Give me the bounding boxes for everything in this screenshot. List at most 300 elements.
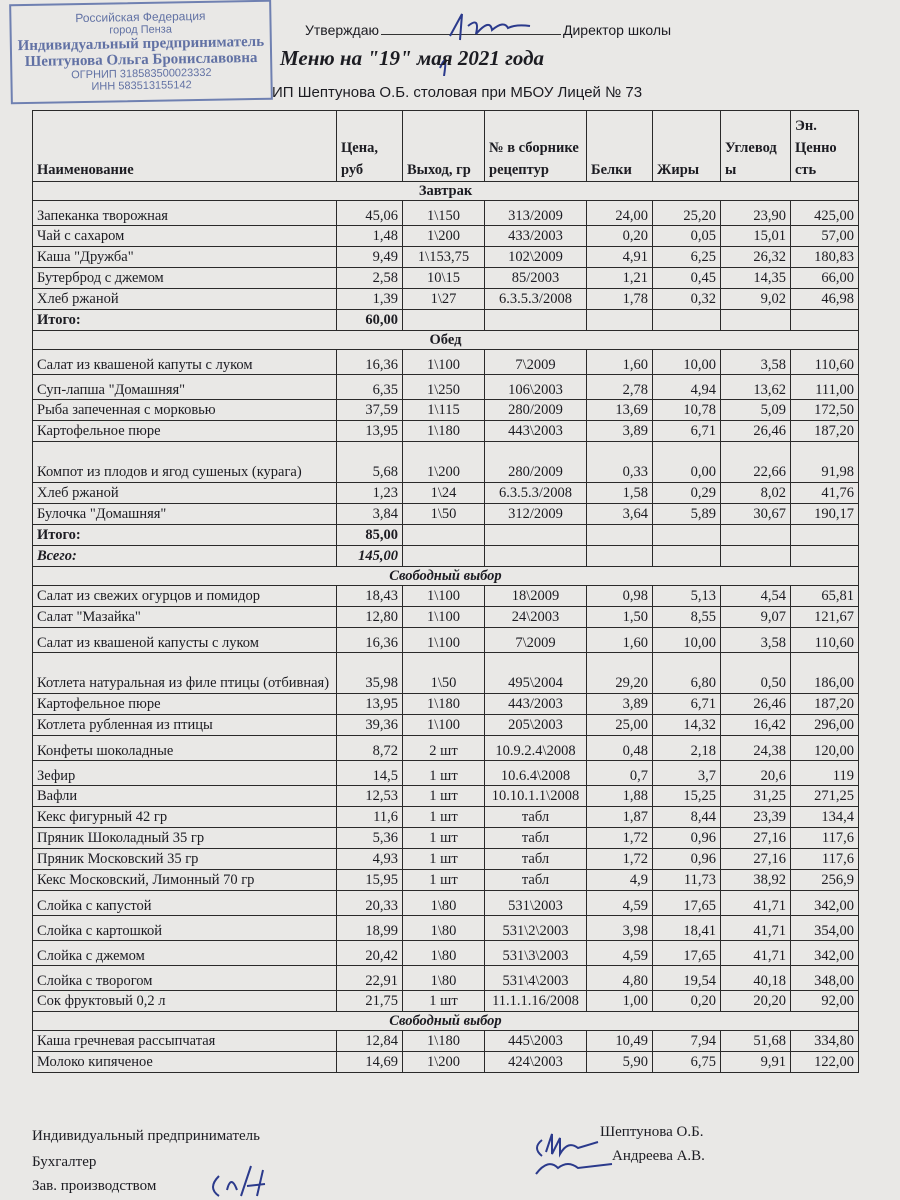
company-stamp bbox=[9, 0, 273, 104]
cell: 1,39 bbox=[337, 289, 403, 310]
cell: 2,58 bbox=[337, 268, 403, 289]
stamp-line: ОГРНИП 318583500023332 bbox=[71, 66, 212, 82]
cell: 16,36 bbox=[337, 628, 403, 653]
cell: 65,81 bbox=[791, 586, 859, 607]
dish-name: Котлета рубленная из птицы bbox=[33, 715, 337, 736]
cell: 172,50 bbox=[791, 400, 859, 421]
cell: 17,65 bbox=[653, 891, 721, 916]
table-row bbox=[33, 891, 859, 916]
dish-name: Слойка с джемом bbox=[33, 941, 337, 966]
cell: 180,83 bbox=[791, 247, 859, 268]
table-row bbox=[33, 350, 859, 375]
cell: 10.6.4\2008 bbox=[485, 761, 587, 786]
page-subtitle: ИП Шептунова О.Б. столовая при МБОУ Лицей № 73 bbox=[272, 84, 643, 101]
total-row bbox=[33, 546, 859, 567]
cell: 22,66 bbox=[721, 442, 791, 483]
cell: 1\80 bbox=[403, 966, 485, 991]
cell: 1,58 bbox=[587, 483, 653, 504]
cell: табл bbox=[485, 807, 587, 828]
cell: 24\2003 bbox=[485, 607, 587, 628]
table-row bbox=[33, 442, 859, 483]
section-title: Свободный выбор bbox=[33, 1012, 859, 1031]
total-value: 60,00 bbox=[337, 310, 403, 331]
dish-name: Булочка "Домашняя" bbox=[33, 504, 337, 525]
stamp-line: Российская Федерация bbox=[75, 8, 206, 26]
table-row bbox=[33, 870, 859, 891]
cell: 1,78 bbox=[587, 289, 653, 310]
cell: 18,43 bbox=[337, 586, 403, 607]
table-row bbox=[33, 694, 859, 715]
cell: 20,20 bbox=[721, 991, 791, 1012]
dish-name: Пряник Шоколадный 35 гр bbox=[33, 828, 337, 849]
cell: 10,49 bbox=[587, 1031, 653, 1052]
cell: 22,91 bbox=[337, 966, 403, 991]
dish-name: Конфеты шоколадные bbox=[33, 736, 337, 761]
cell: 16,36 bbox=[337, 350, 403, 375]
cell: 0,32 bbox=[653, 289, 721, 310]
stamp-line: город Пенза bbox=[109, 23, 173, 37]
cell: 280/2009 bbox=[485, 442, 587, 483]
cell: 23,90 bbox=[721, 201, 791, 226]
approve-label: Утверждаю bbox=[305, 22, 379, 38]
cell: 20,33 bbox=[337, 891, 403, 916]
cell: 102\2009 bbox=[485, 247, 587, 268]
table-row bbox=[33, 966, 859, 991]
cell: 15,95 bbox=[337, 870, 403, 891]
cell: 38,92 bbox=[721, 870, 791, 891]
table-row bbox=[33, 421, 859, 442]
cell: 41,71 bbox=[721, 916, 791, 941]
cell: 1 шт bbox=[403, 807, 485, 828]
cell: 1,72 bbox=[587, 849, 653, 870]
cell: 8,02 bbox=[721, 483, 791, 504]
table-row bbox=[33, 226, 859, 247]
dish-name: Хлеб ржаной bbox=[33, 289, 337, 310]
cell: 5,13 bbox=[653, 586, 721, 607]
cell: 14,32 bbox=[653, 715, 721, 736]
cell: 1 шт bbox=[403, 786, 485, 807]
cell: 1\100 bbox=[403, 350, 485, 375]
empty-cell bbox=[653, 525, 721, 546]
cell: 5,89 bbox=[653, 504, 721, 525]
dish-name: Каша "Дружба" bbox=[33, 247, 337, 268]
cell: 12,53 bbox=[337, 786, 403, 807]
cell: 18,41 bbox=[653, 916, 721, 941]
cell: 4,94 bbox=[653, 375, 721, 400]
cell: 1,50 bbox=[587, 607, 653, 628]
cell: 120,00 bbox=[791, 736, 859, 761]
col-header: Выход, гр bbox=[403, 111, 485, 182]
total-value: 85,00 bbox=[337, 525, 403, 546]
cell: 10.10.1.1\2008 bbox=[485, 786, 587, 807]
cell: 8,55 bbox=[653, 607, 721, 628]
cell: 531\2\2003 bbox=[485, 916, 587, 941]
cell: 17,65 bbox=[653, 941, 721, 966]
cell: 4,59 bbox=[587, 941, 653, 966]
cell: 4,93 bbox=[337, 849, 403, 870]
cell: 85/2003 bbox=[485, 268, 587, 289]
cell: 37,59 bbox=[337, 400, 403, 421]
cell: 1,88 bbox=[587, 786, 653, 807]
cell: 18,99 bbox=[337, 916, 403, 941]
cell: 313/2009 bbox=[485, 201, 587, 226]
table-header-row bbox=[33, 111, 859, 182]
table-row bbox=[33, 375, 859, 400]
cell: 111,00 bbox=[791, 375, 859, 400]
dish-name: Кекс Московский, Лимонный 70 гр bbox=[33, 870, 337, 891]
cell: 6,71 bbox=[653, 694, 721, 715]
cell: 433/2003 bbox=[485, 226, 587, 247]
cell: 187,20 bbox=[791, 694, 859, 715]
cell: табл bbox=[485, 828, 587, 849]
cell: 26,32 bbox=[721, 247, 791, 268]
cell: 41,71 bbox=[721, 941, 791, 966]
table-row bbox=[33, 736, 859, 761]
cell: 0,05 bbox=[653, 226, 721, 247]
cell: 9,49 bbox=[337, 247, 403, 268]
cell: 4,59 bbox=[587, 891, 653, 916]
cell: 1\153,75 bbox=[403, 247, 485, 268]
dish-name: Суп-лапша "Домашняя" bbox=[33, 375, 337, 400]
cell: 3,64 bbox=[587, 504, 653, 525]
dish-name: Слойка с творогом bbox=[33, 966, 337, 991]
cell: 25,00 bbox=[587, 715, 653, 736]
table-row bbox=[33, 483, 859, 504]
cell: 342,00 bbox=[791, 891, 859, 916]
table-row bbox=[33, 1052, 859, 1073]
cell: 531\2003 bbox=[485, 891, 587, 916]
dish-name: Салат из квашеной капусты с луком bbox=[33, 628, 337, 653]
cell: 13,95 bbox=[337, 694, 403, 715]
cell: 424\2003 bbox=[485, 1052, 587, 1073]
cell: 66,00 bbox=[791, 268, 859, 289]
signature bbox=[205, 1160, 285, 1200]
col-header: Углевод ы bbox=[721, 111, 791, 182]
total-row bbox=[33, 525, 859, 546]
cell: 35,98 bbox=[337, 653, 403, 694]
cell: 271,25 bbox=[791, 786, 859, 807]
cell: 6,71 bbox=[653, 421, 721, 442]
dish-name: Вафли bbox=[33, 786, 337, 807]
cell: 134,4 bbox=[791, 807, 859, 828]
cell: 495\2004 bbox=[485, 653, 587, 694]
dish-name: Котлета натуральная из филе птицы (отбивная) bbox=[33, 653, 337, 694]
cell: 443\2003 bbox=[485, 421, 587, 442]
dish-name: Картофельное пюре bbox=[33, 421, 337, 442]
cell: 24,38 bbox=[721, 736, 791, 761]
cell: 10\15 bbox=[403, 268, 485, 289]
table-row bbox=[33, 268, 859, 289]
section-title: Свободный выбор bbox=[33, 567, 859, 586]
cell: 0,20 bbox=[653, 991, 721, 1012]
cell: 1\180 bbox=[403, 421, 485, 442]
cell: 205\2003 bbox=[485, 715, 587, 736]
cell: 2,78 bbox=[587, 375, 653, 400]
cell: 4,80 bbox=[587, 966, 653, 991]
cell: 425,00 bbox=[791, 201, 859, 226]
cell: 187,20 bbox=[791, 421, 859, 442]
col-header: Белки bbox=[587, 111, 653, 182]
cell: 1,48 bbox=[337, 226, 403, 247]
cell: 6,75 bbox=[653, 1052, 721, 1073]
cell: 0,96 bbox=[653, 828, 721, 849]
cell: 45,06 bbox=[337, 201, 403, 226]
cell: 110,60 bbox=[791, 628, 859, 653]
stamp-line: Шептунова Ольга Брониславовна bbox=[24, 49, 258, 71]
empty-cell bbox=[653, 310, 721, 331]
table-row bbox=[33, 628, 859, 653]
table-row bbox=[33, 201, 859, 226]
cell: 1,23 bbox=[337, 483, 403, 504]
table-row bbox=[33, 607, 859, 628]
cell: 2,18 bbox=[653, 736, 721, 761]
cell: 0,50 bbox=[721, 653, 791, 694]
cell: 20,42 bbox=[337, 941, 403, 966]
cell: 6.3.5.3/2008 bbox=[485, 483, 587, 504]
cell: 6,35 bbox=[337, 375, 403, 400]
section-title: Завтрак bbox=[33, 182, 859, 201]
cell: 9,02 bbox=[721, 289, 791, 310]
cell: 296,00 bbox=[791, 715, 859, 736]
dish-name: Зефир bbox=[33, 761, 337, 786]
cell: 1\80 bbox=[403, 941, 485, 966]
cell: 5,68 bbox=[337, 442, 403, 483]
cell: 14,35 bbox=[721, 268, 791, 289]
dish-name: Запеканка творожная bbox=[33, 201, 337, 226]
cell: 23,39 bbox=[721, 807, 791, 828]
cell: 11,6 bbox=[337, 807, 403, 828]
cell: 91,98 bbox=[791, 442, 859, 483]
table-row bbox=[33, 941, 859, 966]
total-label: Итого: bbox=[33, 310, 337, 331]
cell: 1\250 bbox=[403, 375, 485, 400]
total-label: Всего: bbox=[33, 546, 337, 567]
table-row bbox=[33, 400, 859, 421]
cell: 443/2003 bbox=[485, 694, 587, 715]
cell: 1\115 bbox=[403, 400, 485, 421]
cell: 25,20 bbox=[653, 201, 721, 226]
cell: 15,01 bbox=[721, 226, 791, 247]
dish-name: Салат из квашеной капуты с луком bbox=[33, 350, 337, 375]
cell: 0,48 bbox=[587, 736, 653, 761]
cell: 27,16 bbox=[721, 849, 791, 870]
dish-name: Рыба запеченная с морковью bbox=[33, 400, 337, 421]
cell: 24,00 bbox=[587, 201, 653, 226]
empty-cell bbox=[721, 546, 791, 567]
cell: 16,42 bbox=[721, 715, 791, 736]
dish-name: Хлеб ржаной bbox=[33, 483, 337, 504]
cell: 531\3\2003 bbox=[485, 941, 587, 966]
cell: 3,84 bbox=[337, 504, 403, 525]
cell: 10,00 bbox=[653, 628, 721, 653]
col-header: Эн. Ценно сть bbox=[791, 111, 859, 182]
col-header: Цена, руб bbox=[337, 111, 403, 182]
table-row bbox=[33, 1031, 859, 1052]
table-row bbox=[33, 715, 859, 736]
cell: 0,45 bbox=[653, 268, 721, 289]
cell: 0,7 bbox=[587, 761, 653, 786]
dish-name: Салат из свежих огурцов и помидор bbox=[33, 586, 337, 607]
cell: 354,00 bbox=[791, 916, 859, 941]
cell: 1\180 bbox=[403, 694, 485, 715]
cell: 1\24 bbox=[403, 483, 485, 504]
cell: 1\80 bbox=[403, 891, 485, 916]
footer-role: Индивидуальный предприниматель bbox=[32, 1128, 260, 1144]
cell: 1,60 bbox=[587, 350, 653, 375]
cell: 5,36 bbox=[337, 828, 403, 849]
cell: 51,68 bbox=[721, 1031, 791, 1052]
cell: 117,6 bbox=[791, 828, 859, 849]
cell: 280/2009 bbox=[485, 400, 587, 421]
total-value: 145,00 bbox=[337, 546, 403, 567]
cell: 3,98 bbox=[587, 916, 653, 941]
section-title: Обед bbox=[33, 331, 859, 350]
dish-name: Сок фруктовый 0,2 л bbox=[33, 991, 337, 1012]
empty-cell bbox=[721, 525, 791, 546]
signature bbox=[528, 1118, 618, 1178]
cell: 7\2009 bbox=[485, 350, 587, 375]
dish-name: Бутерброд с джемом bbox=[33, 268, 337, 289]
cell: 3,58 bbox=[721, 350, 791, 375]
cell: 1 шт bbox=[403, 849, 485, 870]
cell: 1\80 bbox=[403, 916, 485, 941]
empty-cell bbox=[403, 310, 485, 331]
cell: 41,76 bbox=[791, 483, 859, 504]
cell: 2 шт bbox=[403, 736, 485, 761]
cell: 1,60 bbox=[587, 628, 653, 653]
cell: 1\100 bbox=[403, 586, 485, 607]
cell: 5,90 bbox=[587, 1052, 653, 1073]
cell: табл bbox=[485, 870, 587, 891]
empty-cell bbox=[653, 546, 721, 567]
empty-cell bbox=[721, 310, 791, 331]
cell: 18\2009 bbox=[485, 586, 587, 607]
cell: 1 шт bbox=[403, 761, 485, 786]
dish-name: Компот из плодов и ягод сушеных (курага) bbox=[33, 442, 337, 483]
cell: 46,98 bbox=[791, 289, 859, 310]
cell: 1\27 bbox=[403, 289, 485, 310]
dish-name: Слойка с капустой bbox=[33, 891, 337, 916]
cell: 39,36 bbox=[337, 715, 403, 736]
cell: 1 шт bbox=[403, 991, 485, 1012]
table-row bbox=[33, 586, 859, 607]
cell: 531\4\2003 bbox=[485, 966, 587, 991]
cell: 190,17 bbox=[791, 504, 859, 525]
empty-cell bbox=[791, 546, 859, 567]
cell: 9,07 bbox=[721, 607, 791, 628]
cell: 12,80 bbox=[337, 607, 403, 628]
page-title: Меню на "19" мая 2021 года bbox=[280, 46, 545, 70]
section-row bbox=[33, 1012, 859, 1031]
cell: 10,78 bbox=[653, 400, 721, 421]
dish-name: Чай с сахаром bbox=[33, 226, 337, 247]
cell: 1 шт bbox=[403, 870, 485, 891]
dish-name: Картофельное пюре bbox=[33, 694, 337, 715]
cell: 10,00 bbox=[653, 350, 721, 375]
col-header: Жиры bbox=[653, 111, 721, 182]
empty-cell bbox=[485, 310, 587, 331]
empty-cell bbox=[403, 525, 485, 546]
stamp-line: Индивидуальный предприниматель bbox=[17, 33, 265, 55]
dish-name: Каша гречневая рассыпчатая bbox=[33, 1031, 337, 1052]
cell: 0,00 bbox=[653, 442, 721, 483]
cell: 3,58 bbox=[721, 628, 791, 653]
table-row bbox=[33, 807, 859, 828]
cell: 122,00 bbox=[791, 1052, 859, 1073]
table-row bbox=[33, 849, 859, 870]
cell: 342,00 bbox=[791, 941, 859, 966]
cell: 7,94 bbox=[653, 1031, 721, 1052]
cell: 334,80 bbox=[791, 1031, 859, 1052]
table-row bbox=[33, 786, 859, 807]
cell: 8,44 bbox=[653, 807, 721, 828]
table-row bbox=[33, 247, 859, 268]
cell: 31,25 bbox=[721, 786, 791, 807]
dish-name: Слойка с картошкой bbox=[33, 916, 337, 941]
footer-name: Шептунова О.Б. bbox=[600, 1124, 704, 1140]
cell: 29,20 bbox=[587, 653, 653, 694]
table-row bbox=[33, 991, 859, 1012]
cell: 121,67 bbox=[791, 607, 859, 628]
cell: 26,46 bbox=[721, 694, 791, 715]
cell: 9,91 bbox=[721, 1052, 791, 1073]
cell: 14,69 bbox=[337, 1052, 403, 1073]
cell: 14,5 bbox=[337, 761, 403, 786]
empty-cell bbox=[791, 310, 859, 331]
cell: 0,96 bbox=[653, 849, 721, 870]
section-row bbox=[33, 331, 859, 350]
cell: 21,75 bbox=[337, 991, 403, 1012]
empty-cell bbox=[403, 546, 485, 567]
cell: 13,62 bbox=[721, 375, 791, 400]
cell: 3,7 bbox=[653, 761, 721, 786]
cell: 19,54 bbox=[653, 966, 721, 991]
empty-cell bbox=[587, 310, 653, 331]
empty-cell bbox=[587, 525, 653, 546]
cell: 4,54 bbox=[721, 586, 791, 607]
dish-name: Молоко кипяченое bbox=[33, 1052, 337, 1073]
cell: 312/2009 bbox=[485, 504, 587, 525]
cell: 13,95 bbox=[337, 421, 403, 442]
total-row bbox=[33, 310, 859, 331]
stamp-line: ИНН 583513155142 bbox=[91, 79, 192, 93]
col-header: Наименование bbox=[33, 111, 337, 182]
cell: 110,60 bbox=[791, 350, 859, 375]
section-row bbox=[33, 567, 859, 586]
cell: 1\100 bbox=[403, 715, 485, 736]
cell: 1\100 bbox=[403, 628, 485, 653]
table-row bbox=[33, 916, 859, 941]
cell: 1\200 bbox=[403, 442, 485, 483]
cell: 0,20 bbox=[587, 226, 653, 247]
dish-name: Кекс фигурный 42 гр bbox=[33, 807, 337, 828]
dish-name: Салат "Мазайка" bbox=[33, 607, 337, 628]
cell: 4,9 bbox=[587, 870, 653, 891]
cell: 57,00 bbox=[791, 226, 859, 247]
cell: 0,33 bbox=[587, 442, 653, 483]
empty-cell bbox=[587, 546, 653, 567]
cell: 119 bbox=[791, 761, 859, 786]
cell: 11,73 bbox=[653, 870, 721, 891]
cell: 40,18 bbox=[721, 966, 791, 991]
cell: 1\50 bbox=[403, 504, 485, 525]
cell: 20,6 bbox=[721, 761, 791, 786]
cell: 256,9 bbox=[791, 870, 859, 891]
cell: 186,00 bbox=[791, 653, 859, 694]
cell: табл bbox=[485, 849, 587, 870]
cell: 106\2003 bbox=[485, 375, 587, 400]
cell: 4,91 bbox=[587, 247, 653, 268]
